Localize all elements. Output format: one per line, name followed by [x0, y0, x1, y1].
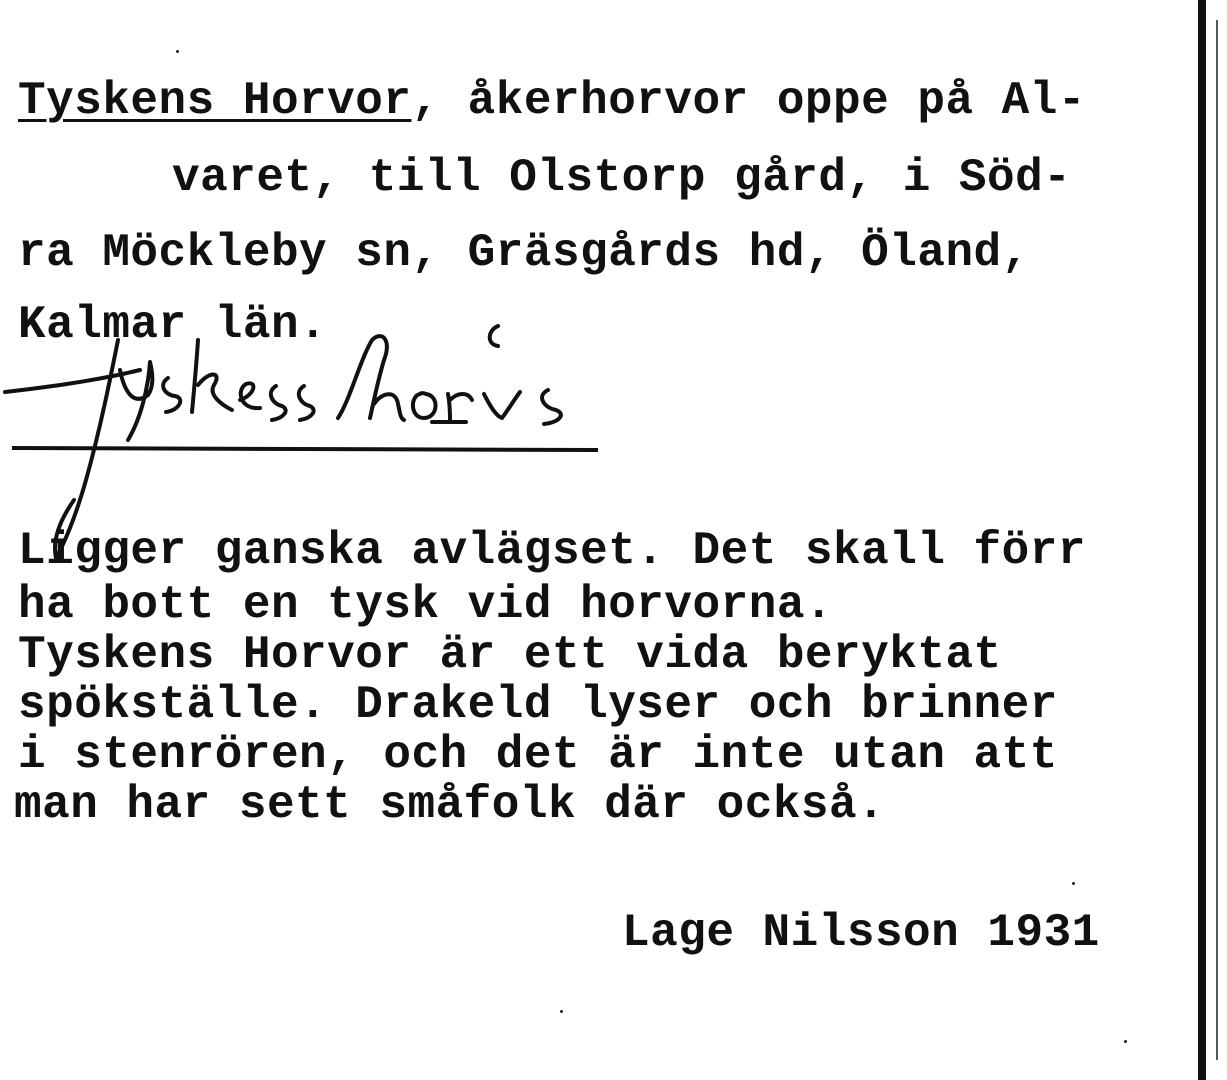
body-line-2: ha bott en tysk vid horvorna. — [18, 579, 834, 631]
card-edge-line — [1216, 20, 1218, 1060]
paper-speck — [560, 1010, 563, 1013]
body-line-1: Ligger ganska avlägset. Det skall förr — [18, 525, 1086, 577]
body-line-6: man har sett småfolk där också. — [14, 779, 886, 831]
header-line-3: ra Möckleby sn, Gräsgårds hd, Öland, — [18, 227, 1030, 279]
body-line-3: Tyskens Horvor är ett vida beryktat — [18, 629, 1002, 681]
header-line-1 — [18, 75, 1086, 127]
paper-speck — [176, 50, 179, 53]
paper-speck — [1072, 882, 1075, 885]
body-line-5: i stenrören, och det är inte utan att — [18, 729, 1058, 781]
header-line-1-rest: , åkerhorvor oppe på Al- — [411, 75, 1086, 127]
header-line-2: varet, till Olstorp gård, i Söd- — [172, 152, 1072, 204]
place-title: Tyskens Horvor — [18, 75, 412, 127]
card-edge-shadow — [1198, 0, 1206, 1080]
author-signature-line: Lage Nilsson 1931 — [622, 907, 1100, 959]
header-line-4: Kalmar län. — [18, 299, 328, 351]
paper-speck — [1124, 1040, 1127, 1043]
body-line-4: spökställe. Drakeld lyser och brinner — [18, 679, 1058, 731]
